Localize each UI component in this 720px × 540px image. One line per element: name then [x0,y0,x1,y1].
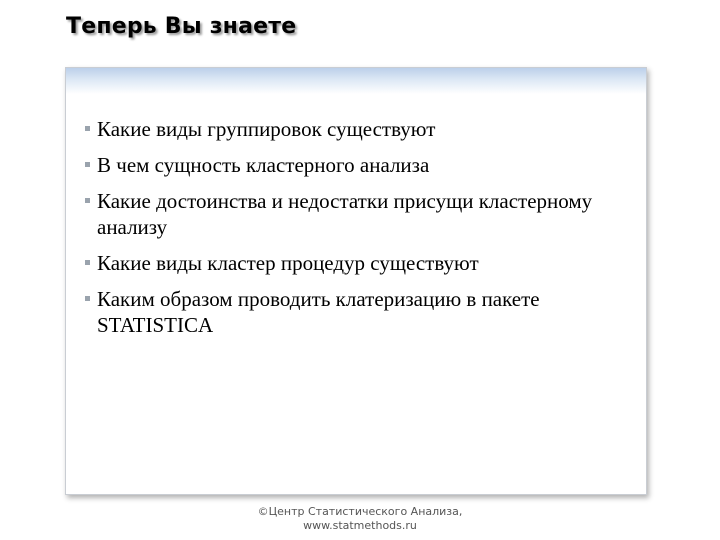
list-item [66,152,626,178]
slide-title: Теперь Вы знаете [66,14,297,39]
bullet-text: Каким образом проводить клатеризацию в пакете STATISTICA [97,287,540,337]
list-item [66,188,626,240]
list-item [66,116,626,142]
bullet-text: Какие виды кластер процедур существуют [97,251,479,275]
panel-header-bar [66,68,646,94]
footer-line-url: www.statmethods.ru [303,519,417,532]
square-bullet-icon [85,260,90,265]
bullet-text: Какие достоинства и недостатки присущи кластерному анализу [97,189,593,239]
square-bullet-icon [85,162,90,167]
list-item [66,286,626,338]
square-bullet-icon [85,296,90,301]
bullet-text: В чем сущность кластерного анализа [97,153,430,177]
list-item [66,250,626,276]
square-bullet-icon [85,126,90,131]
square-bullet-icon [85,198,90,203]
footer-copyright [240,505,480,533]
bullet-text: Какие виды группировок существуют [97,117,436,141]
footer-line-copyright: ©Центр Статистического Анализа, [257,505,463,518]
bullet-list [66,116,626,348]
content-panel [65,67,647,495]
